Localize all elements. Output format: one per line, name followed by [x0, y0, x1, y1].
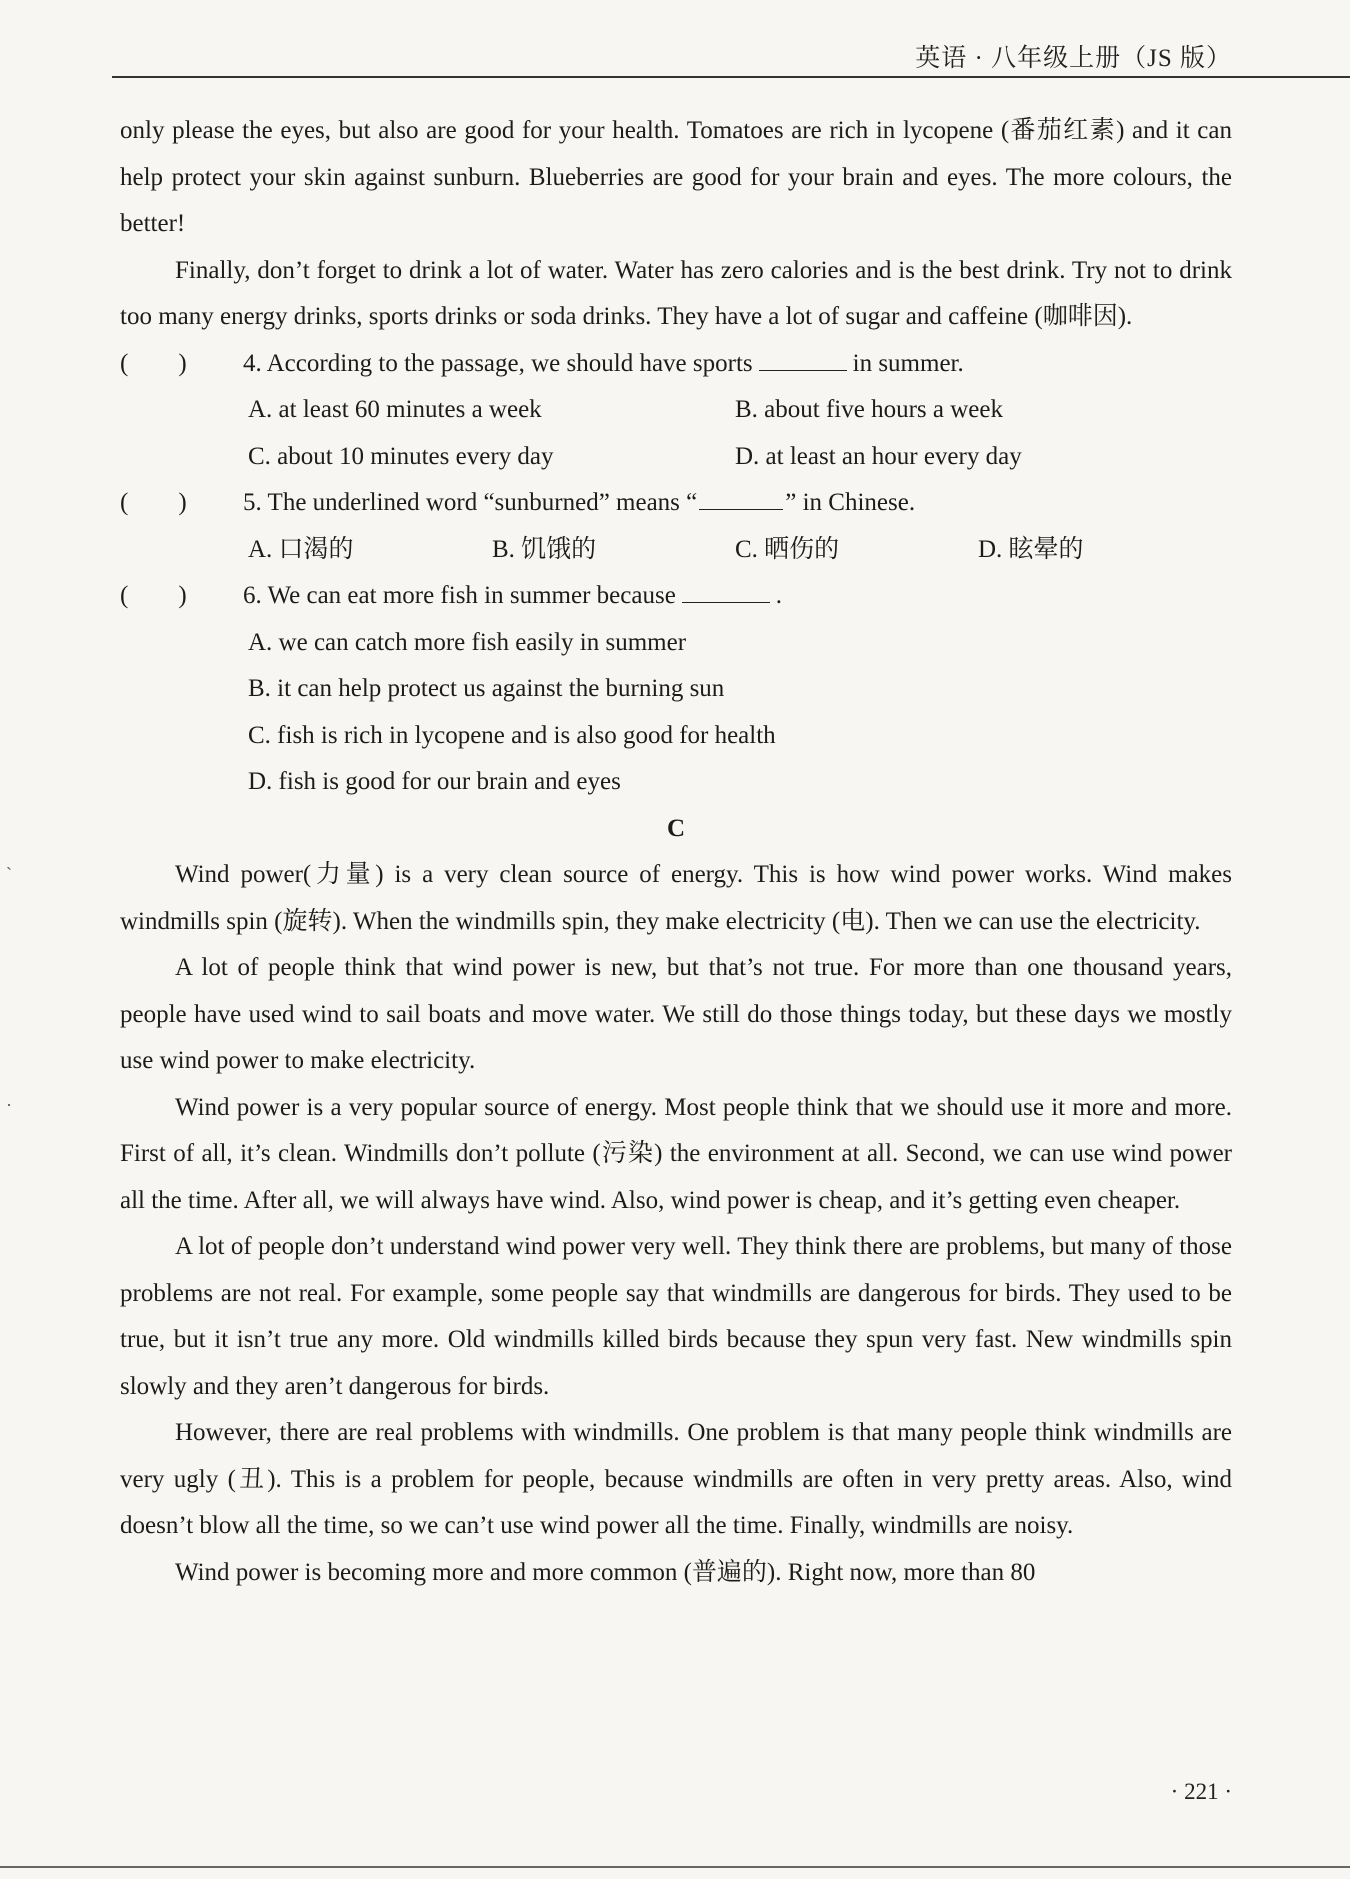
- scan-mark: ·: [6, 1095, 12, 1115]
- option-d[interactable]: D. fish is good for our brain and eyes: [248, 768, 621, 795]
- options-row: [120, 387, 1232, 434]
- option-c[interactable]: C. 晒伤的: [735, 535, 840, 563]
- question-stem: 6. We can eat more fish in summer because: [243, 582, 676, 609]
- footer-rule: [0, 1866, 1350, 1868]
- answer-blank[interactable]: [759, 348, 847, 371]
- question-stem: 5. The underlined word “sunburned” means “: [243, 489, 698, 516]
- option-d[interactable]: D. 眩晕的: [978, 535, 1084, 563]
- passage-paragraph: Wind power is becoming more and more common (普遍的). Right now, more than 80: [175, 1558, 1036, 1586]
- page-header: [0, 30, 1350, 80]
- option-b[interactable]: B. 饥饿的: [492, 535, 597, 563]
- answer-bracket[interactable]: ( ): [120, 489, 187, 516]
- question-5: [120, 480, 1232, 527]
- question-stem-end: .: [775, 582, 783, 609]
- answer-bracket[interactable]: ( ): [120, 582, 187, 609]
- answer-blank[interactable]: [682, 580, 770, 603]
- question-stem: 4. According to the passage, we should have sports: [243, 349, 753, 377]
- page-number: · 221 ·: [1170, 1779, 1232, 1804]
- passage-paragraph: Wind power is a very popular source of energy. Most people think that we should use it more and more. First of all, it’s clean. Windmills don’t pollute (污染) the environment at all. Second, we can use wind power all the time. After all, we will always have wind. Also, wind power is cheap, and it’s getting even cheaper.: [120, 1093, 1232, 1214]
- option-a[interactable]: A. we can catch more fish easily in summer: [248, 628, 687, 656]
- question-stem-end: in summer.: [852, 349, 964, 377]
- option-b[interactable]: B. it can help protect us against the burning sun: [248, 675, 725, 702]
- passage-paragraph: However, there are real problems with windmills. One problem is that many people think windmills are very ugly (丑). This is a problem for people, because windmills are often in very pretty areas. Also, wind doesn’t blow all the time, so we can’t use wind power all the time. Finally, windmills are noisy.: [120, 1419, 1232, 1539]
- page-content: [120, 108, 1232, 1596]
- option-a[interactable]: A. 口渴的: [248, 535, 354, 563]
- options-row: [120, 527, 1232, 574]
- book-title: 英语 · 八年级上册（JS 版）: [915, 45, 1232, 72]
- header-rule: [112, 76, 1350, 78]
- passage-paragraph: only please the eyes, but also are good for your health. Tomatoes are rich in lycopene (番茄红素) and it can help protect your skin against sunburn. Blueberries are good for your brain and eyes. The more colours, the better!: [120, 117, 1232, 237]
- question-4: [120, 341, 1232, 388]
- option-c[interactable]: C. fish is rich in lycopene and is also good for health: [248, 721, 776, 749]
- passage-paragraph: Wind power(力量) is a very clean source of energy. This is how wind power works. Wind makes windmills spin (旋转). When the windmills spin, they make electricity (电). Then we can use the electricity.: [120, 861, 1232, 935]
- passage-paragraph: A lot of people think that wind power is new, but that’s not true. For more than one thousand years, people have used wind to sail boats and move water. We still do those things today, but these days we mostly use wind power to make electricity.: [120, 954, 1232, 1074]
- question-6: [120, 573, 1232, 620]
- options-row: [120, 434, 1232, 481]
- answer-bracket[interactable]: ( ): [120, 349, 187, 377]
- answer-blank[interactable]: [699, 487, 783, 510]
- option-a[interactable]: A. at least 60 minutes a week: [248, 396, 542, 423]
- option-d[interactable]: D. at least an hour every day: [735, 442, 1022, 470]
- scan-mark: ˎ: [6, 850, 12, 870]
- passage-paragraph: A lot of people don’t understand wind power very well. They think there are problems, but many of those problems are not real. For example, some people say that windmills are dangerous for birds. They used to be true, but it isn’t true any more. Old windmills killed birds because they spun very fast. New windmills spin slowly and they aren’t dangerous for birds.: [120, 1233, 1232, 1400]
- passage-paragraph: Finally, don’t forget to drink a lot of water. Water has zero calories and is the best drink. Try not to drink too many energy drinks, sports drinks or soda drinks. They have a lot of sugar and caffeine (咖啡因).: [120, 256, 1232, 330]
- section-heading: C: [666, 814, 686, 842]
- option-c[interactable]: C. about 10 minutes every day: [248, 442, 554, 470]
- question-stem-end: ” in Chinese.: [785, 489, 916, 516]
- option-b[interactable]: B. about five hours a week: [735, 396, 1003, 423]
